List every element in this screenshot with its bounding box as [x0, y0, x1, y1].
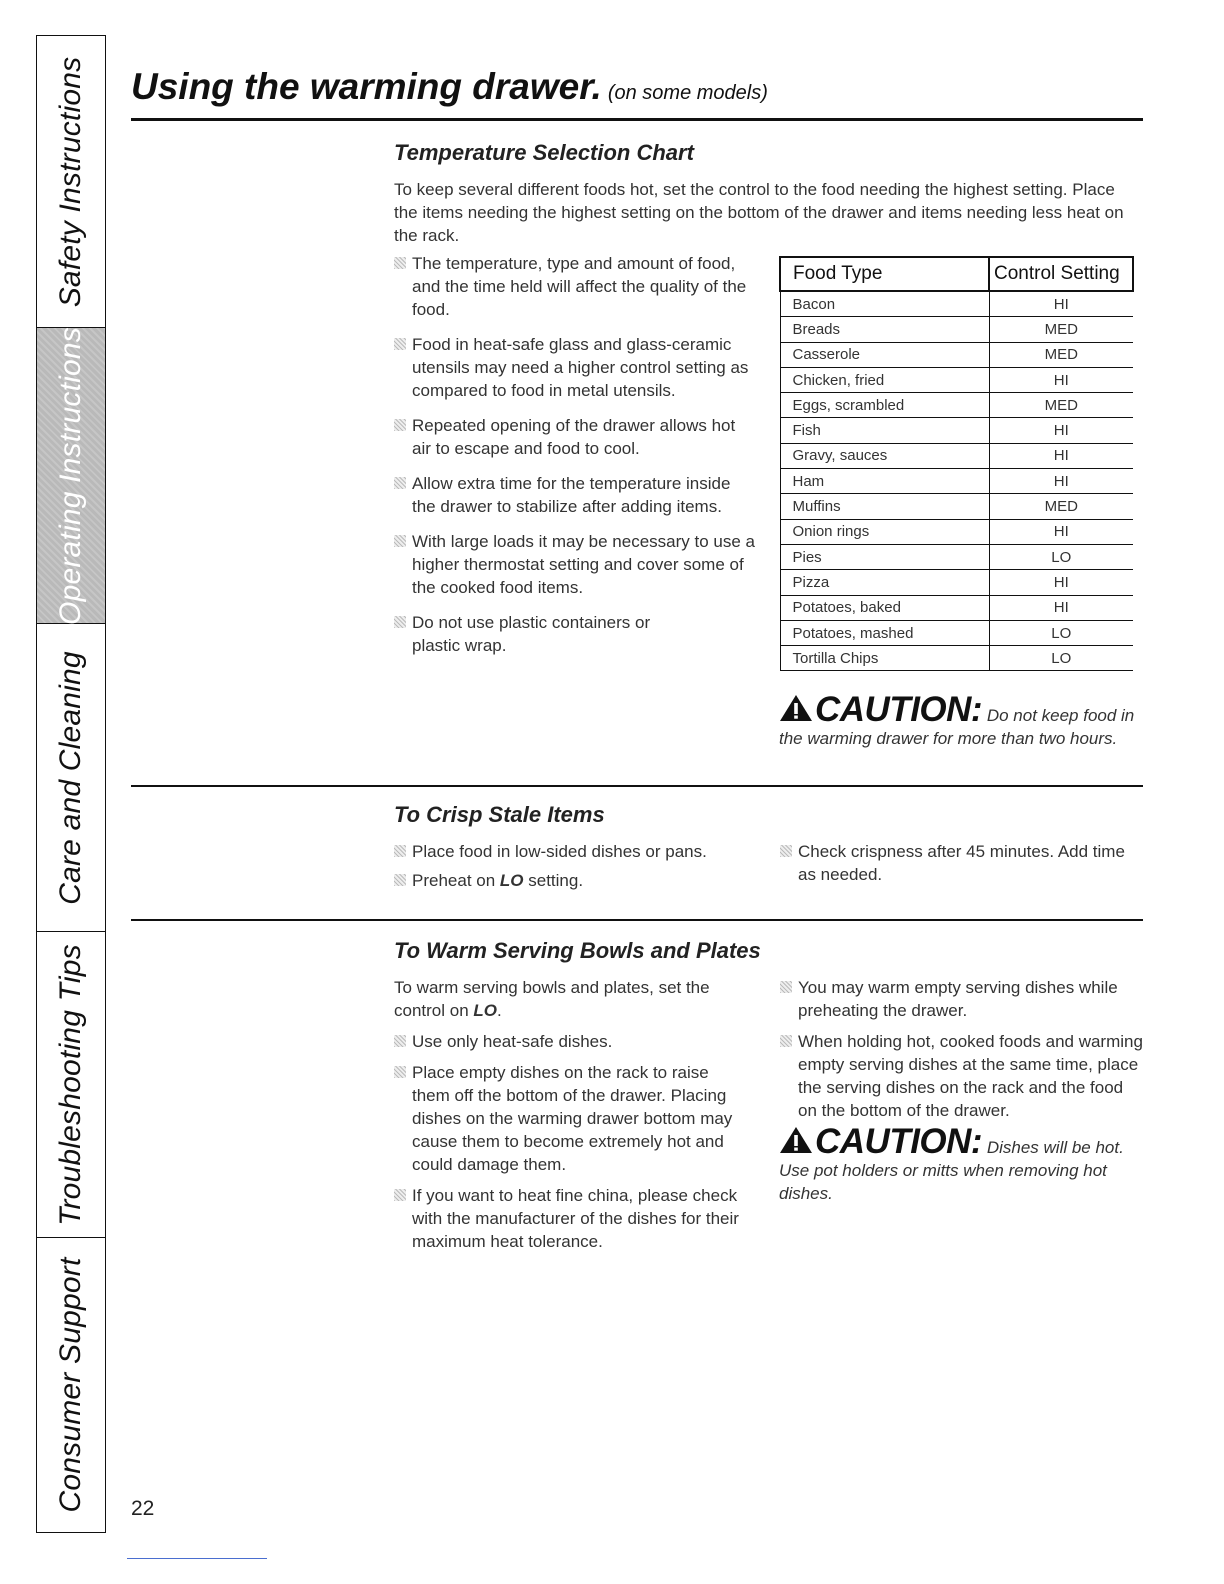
tab-label: Troubleshooting Tips — [54, 943, 87, 1226]
list-item: Place empty dishes on the rack to raise them off the bottom of the drawer. Placing dishes on the warming drawer bottom may cause them to become extremely hot and could damage them. — [394, 1061, 742, 1176]
tab-label: Operating Instructions — [54, 326, 87, 625]
control-setting-cell: MED — [989, 494, 1133, 519]
control-setting-cell: HI — [989, 418, 1133, 443]
warning-triangle-icon — [779, 1126, 813, 1154]
table-row — [780, 570, 1133, 595]
food-type-cell: Breads — [780, 317, 989, 342]
caution-food-time — [779, 690, 1149, 750]
warm-dishes-heading: To Warm Serving Bowls and Plates — [394, 938, 761, 963]
page-number: 22 — [131, 1497, 155, 1520]
tab-label: Care and Cleaning — [54, 650, 87, 905]
food-type-cell: Muffins — [780, 494, 989, 519]
table-row — [780, 595, 1133, 620]
table-row — [780, 367, 1133, 392]
tab-label: Consumer Support — [54, 1257, 87, 1513]
title-divider — [131, 118, 1143, 121]
warm-list-right — [780, 976, 1145, 1122]
control-setting-cell: MED — [989, 317, 1133, 342]
caution-label: CAUTION: — [815, 1122, 983, 1161]
table-row — [780, 519, 1133, 544]
tab-consumer-support[interactable] — [37, 1238, 105, 1532]
tab-label: Safety Instructions — [54, 56, 87, 307]
table-row — [780, 342, 1133, 367]
page-title-text: Using the warming drawer. — [131, 66, 602, 107]
warning-triangle-icon — [779, 694, 813, 722]
food-type-cell: Chicken, fried — [780, 367, 989, 392]
food-type-cell: Onion rings — [780, 519, 989, 544]
list-item: Place food in low-sided dishes or pans. — [394, 840, 754, 863]
control-setting-cell: LO — [989, 646, 1133, 671]
list-item: Allow extra time for the temperature inside the drawer to stabilize after adding items. — [394, 472, 756, 518]
temperature-tips-list — [394, 252, 756, 657]
table-row — [780, 469, 1133, 494]
caution-hot-dishes — [779, 1122, 1144, 1205]
table-row — [780, 393, 1133, 418]
list-item-text: Preheat on — [412, 871, 500, 890]
food-type-cell: Potatoes, mashed — [780, 620, 989, 645]
control-setting-cell: LO — [989, 620, 1133, 645]
control-setting-cell: MED — [989, 342, 1133, 367]
control-setting-cell: HI — [989, 469, 1133, 494]
list-item: If you want to heat fine china, please check with the manufacturer of the dishes for their maximum heat tolerance. — [394, 1184, 762, 1253]
list-item: Use only heat-safe dishes. — [394, 1030, 752, 1053]
section-tab-bar — [36, 35, 106, 1533]
table-header-row — [780, 257, 1133, 291]
control-setting-cell: MED — [989, 393, 1133, 418]
caution-label: CAUTION: — [815, 690, 983, 729]
section-divider — [131, 919, 1143, 921]
list-item: Food in heat-safe glass and glass-ceramic utensils may need a higher control setting as compared to food in metal utensils. — [394, 333, 756, 402]
food-type-cell: Gravy, sauces — [780, 443, 989, 468]
crisp-list-right — [780, 840, 1145, 886]
section-divider — [131, 785, 1143, 787]
warm-list-left — [394, 1030, 752, 1253]
food-type-cell: Ham — [780, 469, 989, 494]
control-setting-cell: HI — [989, 291, 1133, 317]
table-row — [780, 494, 1133, 519]
food-type-cell: Casserole — [780, 342, 989, 367]
table-row — [780, 544, 1133, 569]
tab-troubleshooting-tips[interactable] — [37, 932, 105, 1238]
warm-intro — [394, 976, 739, 1022]
list-item: Do not use plastic containers or plastic wrap. — [394, 611, 672, 657]
food-type-cell: Tortilla Chips — [780, 646, 989, 671]
warm-intro-text: To warm serving bowls and plates, set the control on — [394, 978, 710, 1020]
list-item: When holding hot, cooked foods and warming empty serving dishes at the same time, place the serving dishes on the rack and the food on the bottom of the drawer. — [780, 1030, 1145, 1122]
column-header-food-type: Food Type — [780, 257, 989, 291]
control-setting-cell: HI — [989, 519, 1133, 544]
control-setting-cell: HI — [989, 570, 1133, 595]
control-setting-cell: LO — [989, 544, 1133, 569]
table-row — [780, 646, 1133, 671]
page-subtitle: (on some models) — [607, 82, 768, 104]
food-type-cell: Bacon — [780, 291, 989, 317]
table-row — [780, 291, 1133, 317]
food-type-cell: Eggs, scrambled — [780, 393, 989, 418]
control-setting-cell: HI — [989, 443, 1133, 468]
table-row — [780, 418, 1133, 443]
caution-text-continued: the warming drawer for more than two hours. — [779, 729, 1118, 748]
list-item: Repeated opening of the drawer allows hot air to escape and food to cool. — [394, 414, 756, 460]
list-item-text: setting. — [523, 871, 584, 890]
tab-care-and-cleaning[interactable] — [37, 624, 105, 932]
temperature-chart-heading: Temperature Selection Chart — [394, 140, 694, 165]
setting-lo: LO — [473, 1001, 497, 1020]
food-type-cell: Potatoes, baked — [780, 595, 989, 620]
food-type-cell: Pies — [780, 544, 989, 569]
column-header-control-setting: Control Setting — [989, 257, 1133, 291]
food-type-cell: Pizza — [780, 570, 989, 595]
list-item: You may warm empty serving dishes while preheating the drawer. — [780, 976, 1145, 1022]
control-setting-cell: HI — [989, 367, 1133, 392]
table-row — [780, 317, 1133, 342]
temperature-intro: To keep several different foods hot, set the control to the food needing the highest setting. Place the items needing the highest setting on the bottom of the drawer and items needing less heat on the rack. — [394, 180, 1124, 245]
list-item: With large loads it may be necessary to use a higher thermostat setting and cover some of the cooked food items. — [394, 530, 756, 599]
table-row — [780, 620, 1133, 645]
setting-lo: LO — [499, 871, 524, 890]
table-row — [780, 443, 1133, 468]
caution-text: Dishes will be hot. — [986, 1138, 1124, 1157]
footer-link-line — [127, 1558, 267, 1559]
crisp-heading: To Crisp Stale Items — [394, 802, 605, 827]
list-item: The temperature, type and amount of food, and the time held will affect the quality of the food. — [394, 252, 756, 321]
page-title — [131, 66, 768, 108]
tab-safety-instructions[interactable] — [37, 36, 105, 328]
warm-intro-end: . — [497, 1001, 502, 1020]
list-item: Check crispness after 45 minutes. Add time as needed. — [780, 840, 1145, 886]
caution-text-continued: Use pot holders or mitts when removing hot dishes. — [779, 1161, 1107, 1203]
crisp-list-left — [394, 840, 754, 892]
control-setting-cell: HI — [989, 595, 1133, 620]
food-type-cell: Fish — [780, 418, 989, 443]
temperature-selection-table — [779, 256, 1134, 671]
table-body — [780, 291, 1133, 671]
list-item — [394, 869, 754, 892]
caution-text: Do not keep food in — [986, 706, 1135, 725]
tab-operating-instructions[interactable] — [37, 328, 105, 624]
